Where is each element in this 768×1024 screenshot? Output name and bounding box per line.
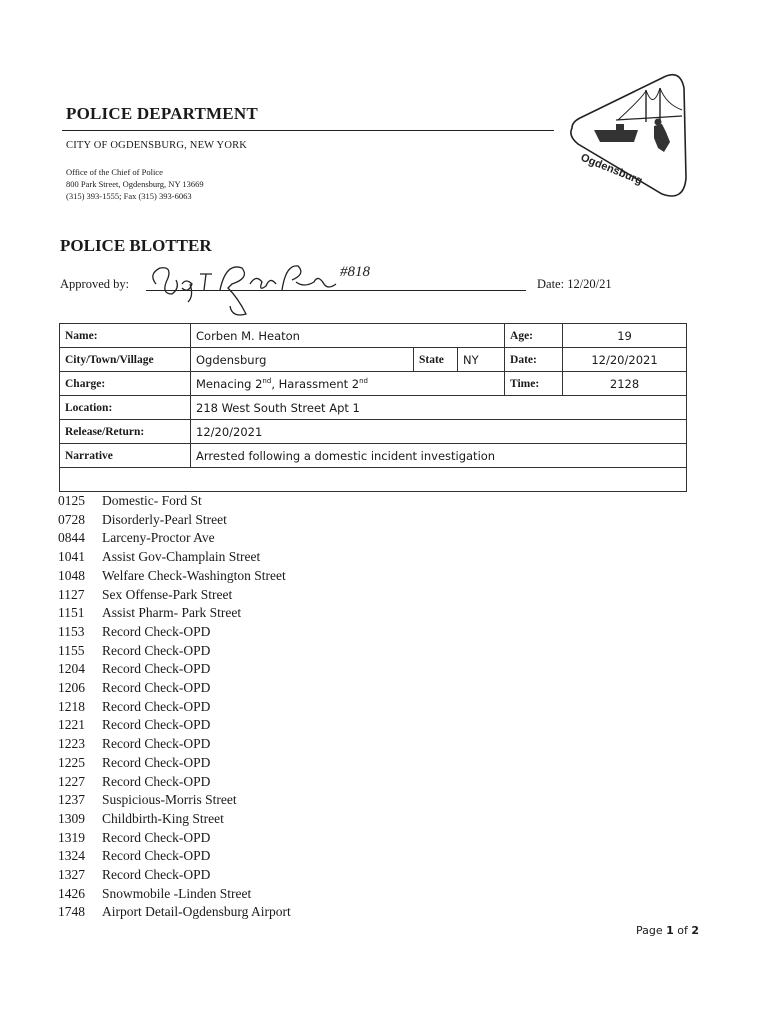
log-entry: Record Check-OPD xyxy=(102,698,211,714)
time-label: Time: xyxy=(505,372,563,396)
list-item xyxy=(58,698,291,717)
log-time: 1426 xyxy=(58,885,85,901)
log-time: 0728 xyxy=(58,511,85,527)
log-time: 1221 xyxy=(58,717,85,733)
list-item xyxy=(58,586,291,605)
log-time: 1048 xyxy=(58,567,85,583)
page-prefix: Page xyxy=(636,924,667,937)
log-entry: Assist Pharm- Park Street xyxy=(102,605,242,621)
logo-text: Ogdensburg xyxy=(578,151,645,188)
log-time: 1155 xyxy=(58,642,85,658)
list-item xyxy=(58,492,291,511)
page-of: of xyxy=(673,924,692,937)
table-row xyxy=(60,324,687,348)
log-entry: Suspicious-Morris Street xyxy=(102,792,237,808)
log-entry: Assist Gov-Champlain Street xyxy=(102,549,261,565)
list-item xyxy=(58,866,291,885)
list-item xyxy=(58,623,291,642)
list-item xyxy=(58,791,291,810)
log-time: 0844 xyxy=(58,530,85,546)
log-time: 1127 xyxy=(58,586,85,602)
log-entry: Welfare Check-Washington Street xyxy=(102,567,286,583)
log-time: 1324 xyxy=(58,848,85,864)
table-row xyxy=(60,348,687,372)
log-time: 1227 xyxy=(58,773,85,789)
charge-sup-1: nd xyxy=(262,376,272,385)
log-entry: Disorderly-Pearl Street xyxy=(102,511,227,527)
table-row xyxy=(60,420,687,444)
office-line-3: (315) 393-1555; Fax (315) 393-6063 xyxy=(66,191,192,201)
log-entry: Record Check-OPD xyxy=(102,848,211,864)
log-entry: Larceny-Proctor Ave xyxy=(102,530,215,546)
list-item xyxy=(58,773,291,792)
office-line-2: 800 Park Street, Ogdensburg, NY 13669 xyxy=(66,179,204,189)
city-line: CITY OF OGDENSBURG, NEW YORK xyxy=(66,140,248,151)
office-line-1: Office of the Chief of Police xyxy=(66,167,163,177)
charge-text-2: , Harassment 2 xyxy=(271,376,360,391)
time-value: 2128 xyxy=(563,372,687,396)
list-item xyxy=(58,679,291,698)
date-value: 12/20/2021 xyxy=(563,348,687,372)
table-row xyxy=(60,372,687,396)
date-label: Date: xyxy=(505,348,563,372)
location-value: 218 West South Street Apt 1 xyxy=(191,396,687,420)
log-entry: Record Check-OPD xyxy=(102,829,211,845)
list-item xyxy=(58,754,291,773)
list-item xyxy=(58,810,291,829)
age-label: Age: xyxy=(505,324,563,348)
log-entry: Domestic- Ford St xyxy=(102,493,202,508)
page-number xyxy=(636,924,699,937)
list-item xyxy=(58,642,291,661)
narrative-value: Arrested following a domestic incident investigation xyxy=(191,444,687,468)
log-entry: Sex Offense-Park Street xyxy=(102,586,233,602)
name-label: Name: xyxy=(60,324,191,348)
blotter-title: POLICE BLOTTER xyxy=(60,236,212,255)
log-time: 1319 xyxy=(58,829,85,845)
city-label: City/Town/Village xyxy=(60,348,191,372)
log-time: 1223 xyxy=(58,736,85,752)
approved-by-label: Approved by: xyxy=(60,277,130,291)
narrative-label: Narrative xyxy=(60,444,191,468)
log-entry: Record Check-OPD xyxy=(102,754,211,770)
log-time: 1151 xyxy=(58,605,85,621)
name-value: Corben M. Heaton xyxy=(191,324,505,348)
log-entry: Record Check-OPD xyxy=(102,773,211,789)
log-entry: Record Check-OPD xyxy=(102,661,211,677)
charge-sup-2: nd xyxy=(359,376,369,385)
log-time: 1153 xyxy=(58,623,85,639)
log-entry: Snowmobile -Linden Street xyxy=(102,885,252,901)
log-entry: Record Check-OPD xyxy=(102,680,211,696)
age-value: 19 xyxy=(563,324,687,348)
table-row xyxy=(60,468,687,492)
call-log xyxy=(58,492,291,922)
list-item xyxy=(58,847,291,866)
log-entry: Record Check-OPD xyxy=(102,867,211,883)
handwritten-signature xyxy=(146,254,386,318)
empty-row xyxy=(60,468,687,492)
arrest-record-table xyxy=(59,323,687,492)
state-value: NY xyxy=(458,348,505,372)
list-item xyxy=(58,511,291,530)
log-entry: Record Check-OPD xyxy=(102,717,211,733)
log-entry: Record Check-OPD xyxy=(102,736,211,752)
list-item xyxy=(58,548,291,567)
release-label: Release/Return: xyxy=(60,420,191,444)
log-time: 1327 xyxy=(58,867,85,883)
office-address xyxy=(66,166,204,202)
list-item xyxy=(58,903,291,922)
list-item xyxy=(58,604,291,623)
page-current: 1 xyxy=(666,924,674,937)
log-entry: Childbirth-King Street xyxy=(102,810,224,826)
log-time: 1206 xyxy=(58,680,85,696)
log-time: 1204 xyxy=(58,661,85,677)
log-time: 1225 xyxy=(58,754,85,770)
table-row xyxy=(60,444,687,468)
department-title: POLICE DEPARTMENT xyxy=(66,104,258,123)
log-time: 1309 xyxy=(58,810,85,826)
list-item xyxy=(58,660,291,679)
log-time: 1218 xyxy=(58,698,85,714)
list-item xyxy=(58,567,291,586)
state-label: State xyxy=(414,348,458,372)
charge-label: Charge: xyxy=(60,372,191,396)
charge-value xyxy=(191,372,505,396)
log-time: 1237 xyxy=(58,792,85,808)
list-item xyxy=(58,716,291,735)
release-value: 12/20/2021 xyxy=(191,420,687,444)
ogdensburg-logo xyxy=(558,66,694,202)
location-label: Location: xyxy=(60,396,191,420)
log-entry: Record Check-OPD xyxy=(102,642,211,658)
log-entry: Record Check-OPD xyxy=(102,623,211,639)
list-item xyxy=(58,885,291,904)
blotter-date: Date: 12/20/21 xyxy=(537,277,612,291)
header-divider xyxy=(62,130,554,131)
table-row xyxy=(60,396,687,420)
log-time: 1041 xyxy=(58,549,85,565)
log-time: 0125 xyxy=(58,493,85,508)
log-time: 1748 xyxy=(58,904,85,920)
city-value: Ogdensburg xyxy=(191,348,414,372)
list-item xyxy=(58,829,291,848)
list-item xyxy=(58,529,291,548)
log-entry: Airport Detail-Ogdensburg Airport xyxy=(102,904,291,920)
list-item xyxy=(58,735,291,754)
charge-text-1: Menacing 2 xyxy=(196,376,263,391)
page-total: 2 xyxy=(691,924,700,937)
signature-badge-number: #818 xyxy=(340,264,370,280)
